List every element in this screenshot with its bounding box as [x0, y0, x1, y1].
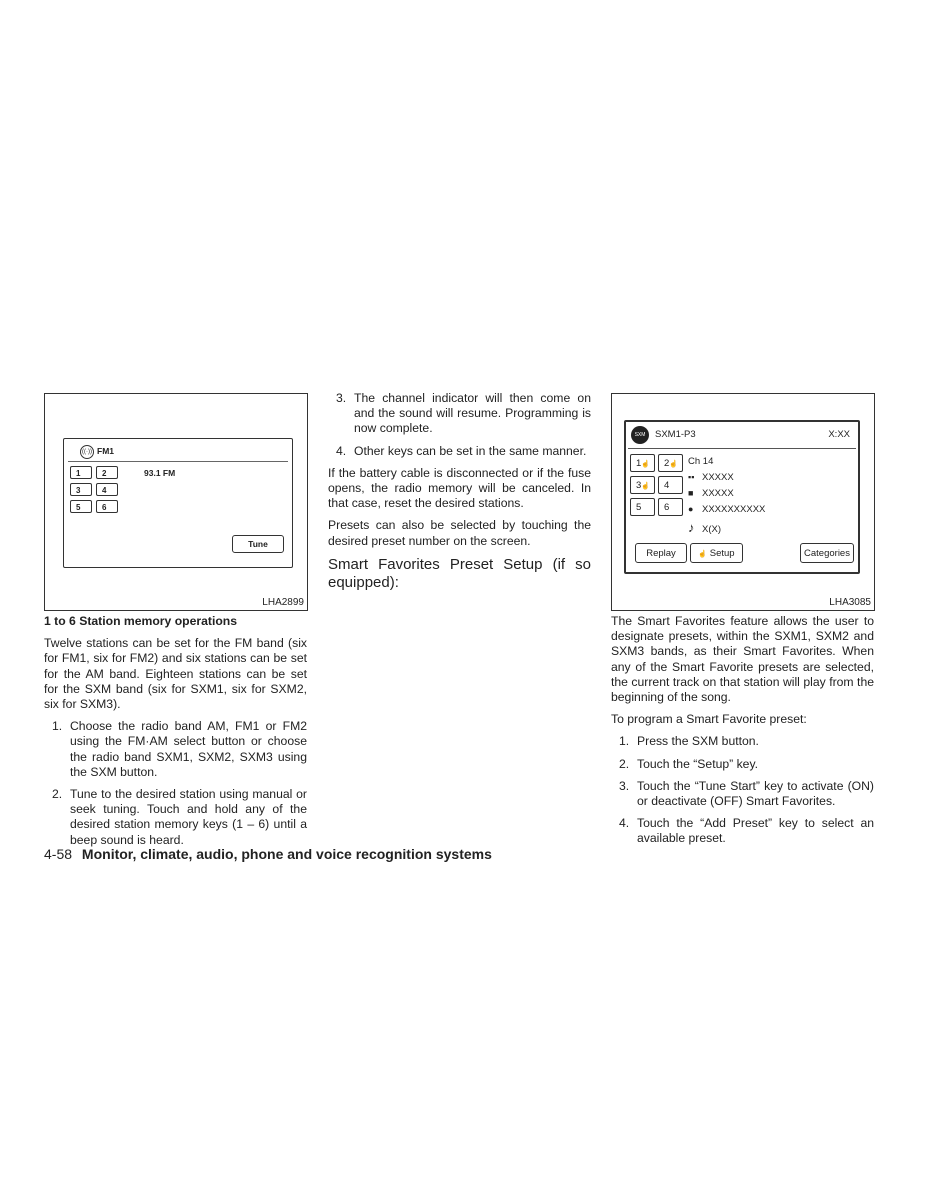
subheading: Smart Favorites Preset Setup (if so equipped): [328, 555, 591, 591]
track-info: ♪ X(X) [688, 520, 721, 535]
section-heading: 1 to 6 Station memory operations [44, 614, 238, 628]
preset-key-6[interactable]: 6 [96, 500, 118, 513]
column-middle [328, 391, 591, 599]
radio-wave-icon: ((·)) [80, 445, 94, 459]
steps-list [611, 734, 874, 846]
song-info: ● XXXXXXXXXX [688, 504, 766, 515]
music-note-icon: ♪ [688, 520, 695, 535]
preset-key-1[interactable]: 1☝ [630, 454, 655, 472]
clock-display: X:XX [828, 429, 850, 440]
paragraph: To program a Smart Favorite preset: [611, 712, 807, 727]
paragraph: Twelve stations can be set for the FM band (six for FM1, six for FM2) and six stations can be set for the AM band. Eighteen stations can be set for the SXM band (six for SXM1, six for SXM2, six for SXM3). [44, 636, 307, 712]
radio-screen-sxm [624, 420, 860, 574]
list-item: 1. Press the SXM button. [619, 734, 759, 749]
category-info: ■ XXXXX [688, 488, 734, 499]
hand-icon: ☝ [641, 461, 651, 468]
band-label: FM1 [97, 446, 114, 456]
hand-icon: ☝ [669, 461, 679, 468]
column-left [44, 614, 307, 855]
figure-fm-presets [44, 393, 308, 611]
steps-list [44, 719, 307, 848]
list-item: 3. Touch the “Tune Start” key to activate (ON) or deactivate (OFF) Smart Favorites. [619, 778, 874, 809]
paragraph: If the battery cable is disconnected or if the fuse opens, the radio memory will be canceled. In that case, reset the desired stations. [328, 465, 591, 511]
categories-button[interactable]: Categories [800, 543, 854, 563]
figure-caption: LHA2899 [262, 597, 304, 608]
figure-caption: LHA3085 [829, 597, 871, 608]
preset-key-3[interactable]: 3 [70, 483, 92, 496]
hand-icon: ☝ [698, 551, 708, 558]
folder-icon: ■ [688, 488, 694, 498]
preset-key-2[interactable]: 2☝ [658, 454, 683, 472]
screen-title: SXM1-P3 [655, 429, 696, 440]
channel-info: Ch 14 [688, 456, 714, 467]
hand-icon: ☝ [641, 483, 651, 490]
preset-key-3[interactable]: 3☝ [630, 476, 655, 494]
frequency-display: 93.1 FM [144, 468, 176, 478]
replay-button[interactable]: Replay [635, 543, 687, 563]
list-item: 3. The channel indicator will then come on and the sound will resume. Programming is now complete. [336, 391, 591, 436]
tune-button[interactable]: Tune [232, 535, 284, 553]
preset-key-5[interactable]: 5 [70, 500, 92, 513]
list-item: 2. Touch the “Setup” key. [619, 756, 759, 771]
radio-screen-fm [63, 438, 293, 568]
steps-list [328, 391, 591, 459]
preset-key-1[interactable]: 1 [70, 466, 92, 479]
preset-key-5[interactable]: 5 [630, 498, 655, 516]
preset-key-4[interactable]: 4 [658, 476, 683, 494]
list-item: 2. Tune to the desired station using manual or seek tuning. Touch and hold any of the desired station memory keys (1 – 6) until a beep sound is heard. [52, 787, 307, 847]
page-number: 4-58 [44, 846, 73, 862]
setup-button[interactable]: ☝ Setup [690, 543, 743, 563]
preset-key-6[interactable]: 6 [658, 498, 683, 516]
person-icon: ● [688, 504, 694, 514]
paragraph: The Smart Favorites feature allows the user to designate presets, within the SXM1, SXM2 and SXM3 bands, as their Smart Favorites. When any of the Smart Favorite presets are selected, the current track on that station will play from the beginning of the song. [611, 614, 874, 705]
preset-key-2[interactable]: 2 [96, 466, 118, 479]
list-item: 4. Other keys can be set in the same manner. [336, 443, 587, 458]
paragraph: Presets can also be selected by touching the desired preset number on the screen. [328, 518, 591, 548]
page-footer [44, 846, 492, 862]
artist-info: ▪▪ XXXXX [688, 472, 734, 483]
column-right [611, 614, 874, 854]
list-item: 4. Touch the “Add Preset” key to select an available preset. [619, 816, 874, 846]
section-title: Monitor, climate, audio, phone and voice recognition systems [81, 846, 492, 862]
sxm-logo-icon: SXM [631, 426, 649, 444]
preset-key-4[interactable]: 4 [96, 483, 118, 496]
artist-icon: ▪▪ [688, 472, 695, 482]
figure-sxm-presets [611, 393, 875, 611]
list-item: 1. Choose the radio band AM, FM1 or FM2 using the FM·AM select button or choose the radio band SXM1, SXM2, SXM3 using the SXM button. [52, 719, 307, 779]
